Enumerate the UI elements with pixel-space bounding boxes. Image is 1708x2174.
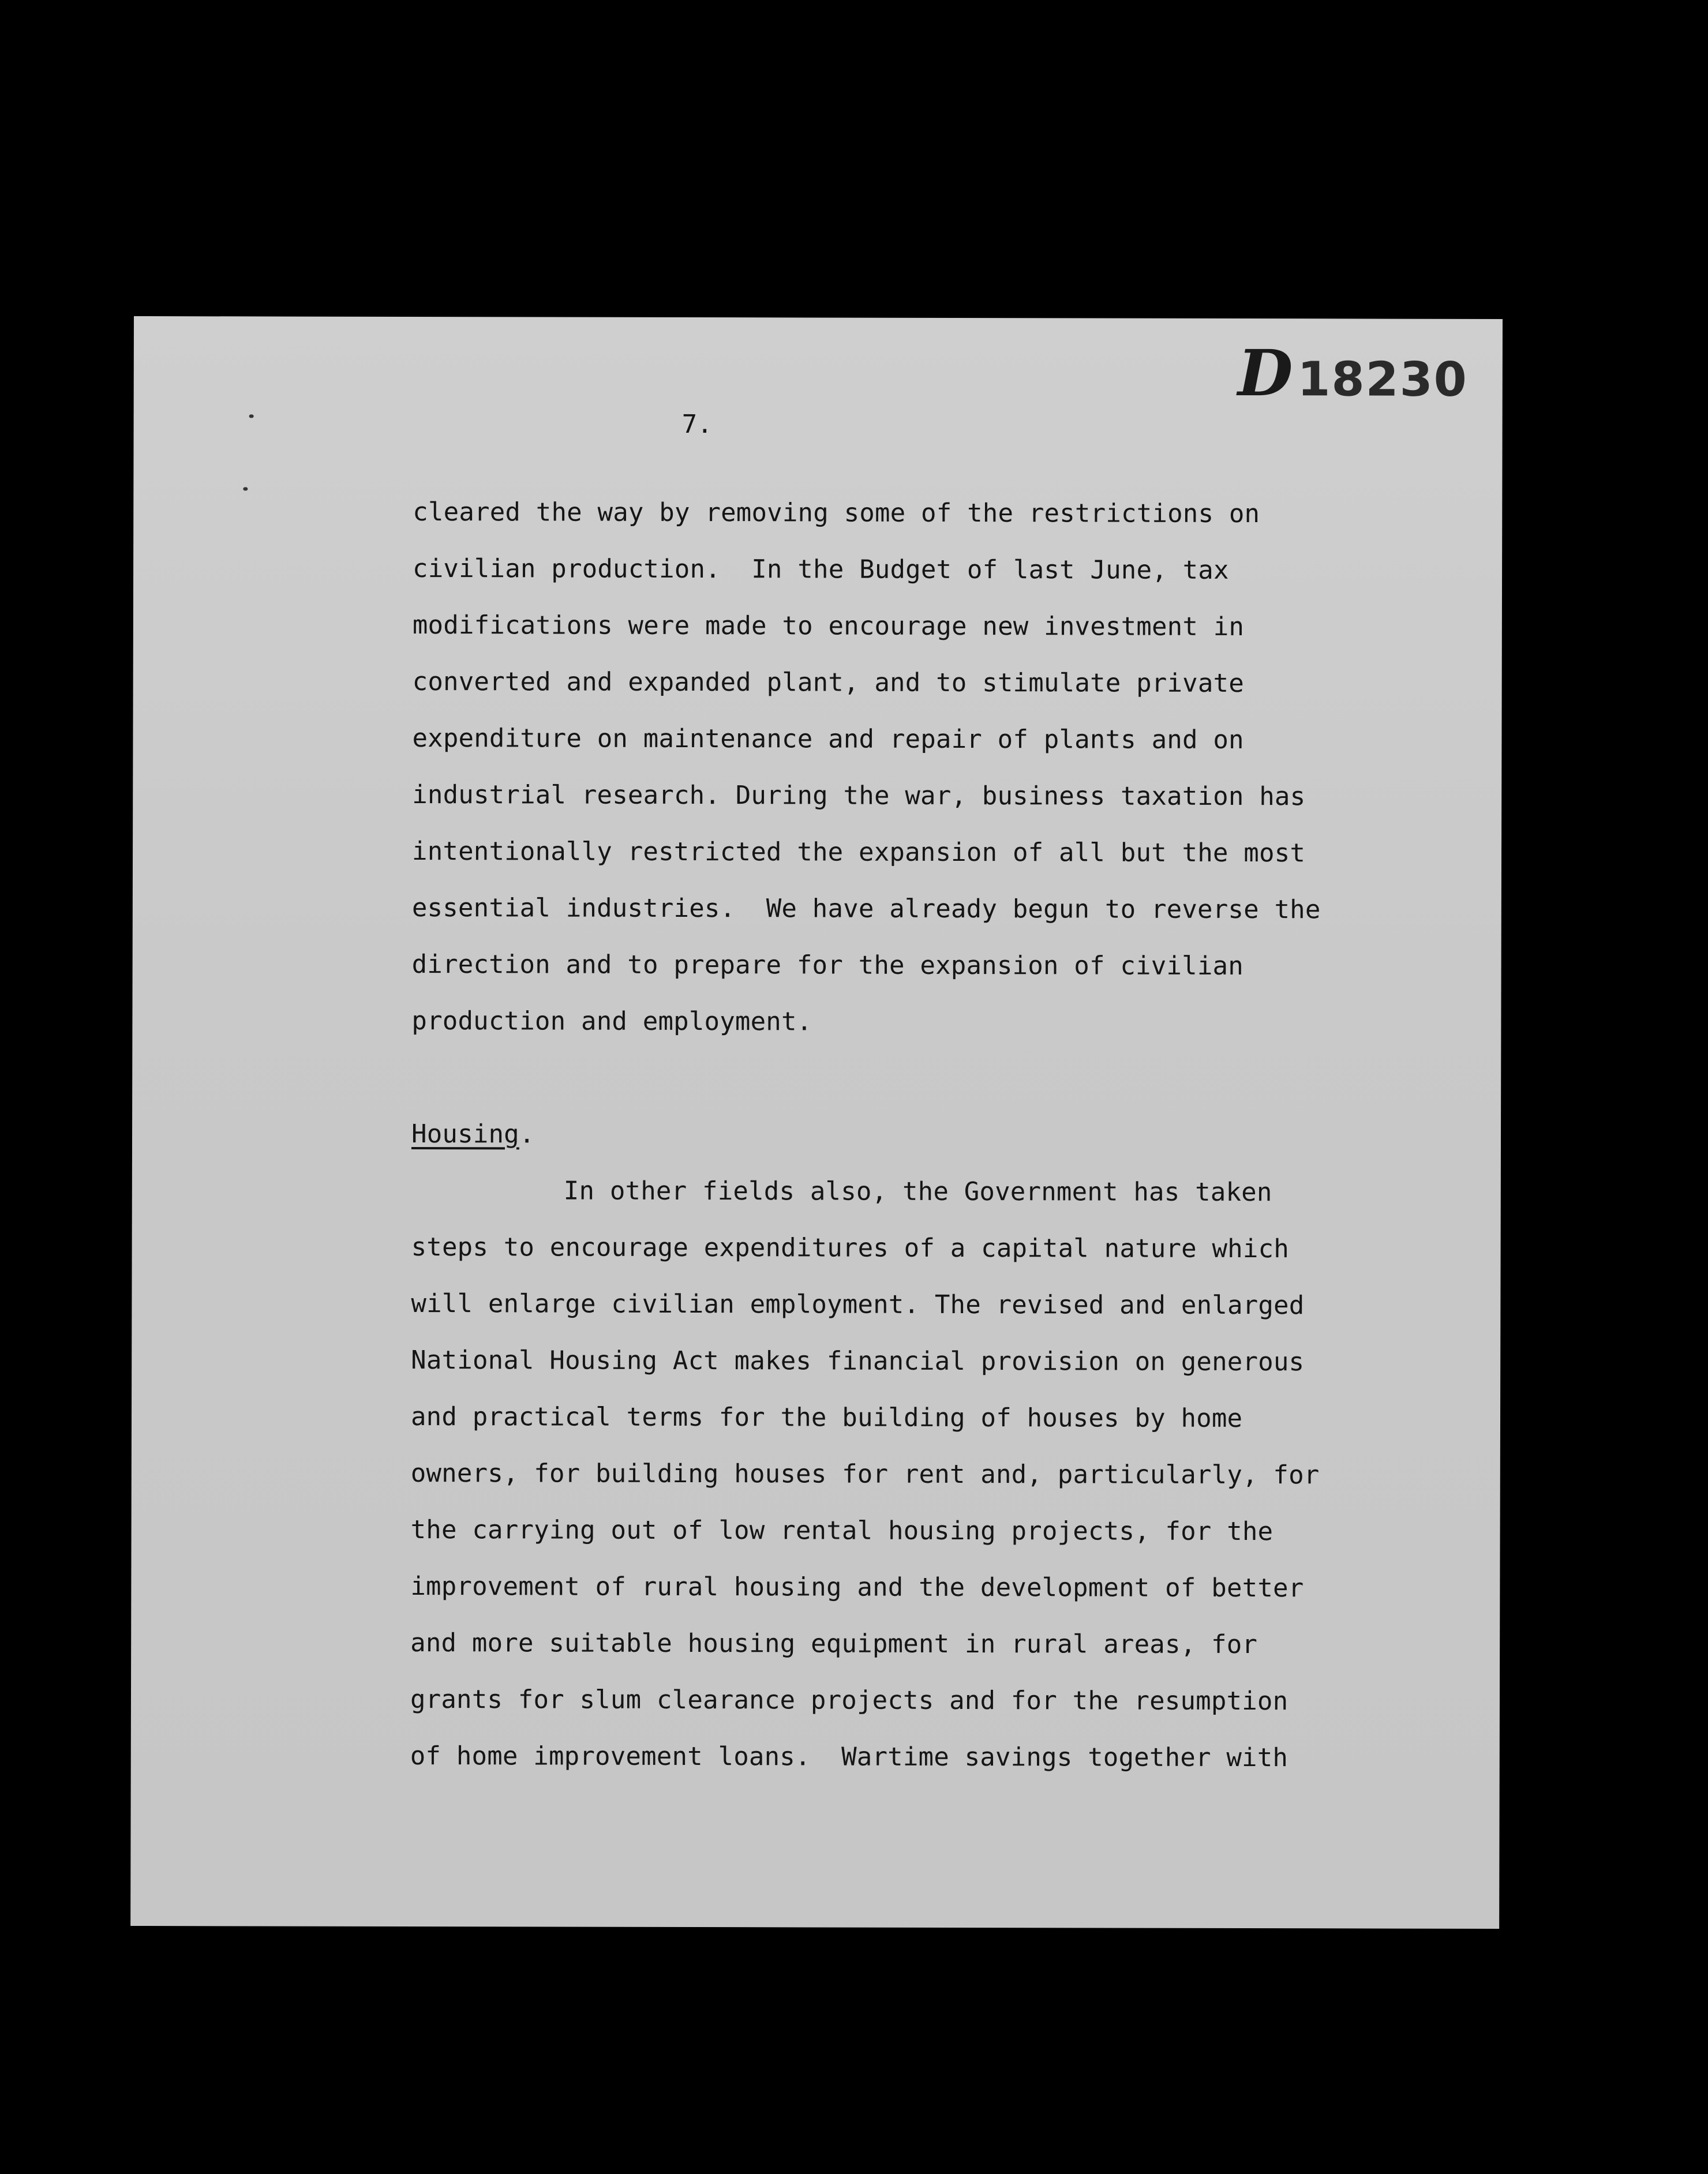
section-heading-text: Housing: [411, 1119, 519, 1149]
text-line: owners, for building houses for rent and, particularly, for: [410, 1459, 1320, 1490]
text-line: production and employment.: [411, 1006, 812, 1037]
text-line: essential industries. We have already begun to reverse the: [411, 893, 1321, 925]
text-line: National Housing Act makes financial provision on generous: [411, 1345, 1305, 1377]
margin-mark: [243, 487, 248, 490]
text-line: grants for slum clearance projects and for the resumption: [410, 1685, 1289, 1716]
text-line: industrial research. During the war, business taxation has: [412, 780, 1306, 812]
text-line: civilian production. In the Budget of last June, tax: [413, 554, 1229, 585]
text-line: and more suitable housing equipment in rural areas, for: [410, 1628, 1258, 1660]
archive-stamp: [1238, 336, 1468, 411]
paragraph-gap: [411, 1049, 1462, 1108]
text-line: cleared the way by removing some of the restrictions on: [413, 497, 1260, 529]
text-line: will enlarge civilian employment. The revised and enlarged: [411, 1289, 1305, 1321]
stamp-letter: D: [1237, 336, 1293, 411]
document-page: [130, 316, 1503, 1929]
page-number: 7.: [681, 409, 713, 440]
document-body: [410, 484, 1463, 1787]
section-heading: [411, 1106, 1462, 1165]
margin-mark: [249, 414, 254, 418]
text-line: steps to encourage expenditures of a capital nature which: [411, 1232, 1290, 1264]
text-line: converted and expanded plant, and to stimulate private: [412, 667, 1245, 699]
text-line: improvement of rural housing and the development of better: [410, 1572, 1304, 1603]
text-line: modifications were made to encourage new investment in: [412, 610, 1245, 642]
stamp-number: 18230: [1297, 352, 1468, 407]
text-line: expenditure on maintenance and repair of plants and on: [412, 724, 1244, 755]
section-heading-punct: .: [519, 1119, 535, 1149]
text-line: the carrying out of low rental housing projects, for the: [410, 1515, 1273, 1547]
text-line: intentionally restricted the expansion of all but the most: [412, 837, 1306, 868]
text-line: and practical terms for the building of houses by home: [410, 1402, 1243, 1434]
text-line: In other fields also, the Government has taken: [563, 1176, 1272, 1208]
text-line: direction and to prepare for the expansion of civilian: [411, 950, 1243, 981]
text-line: of home improvement loans. Wartime savings together with: [410, 1741, 1289, 1773]
